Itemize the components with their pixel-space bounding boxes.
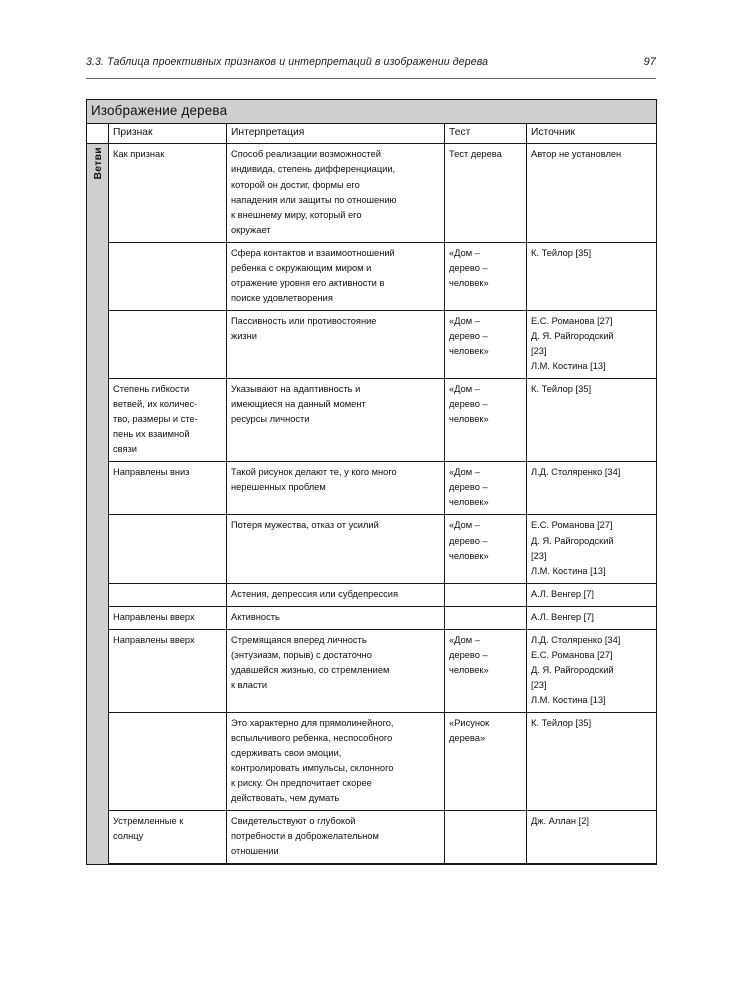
cell-sign: Направлены вверх xyxy=(109,606,227,629)
cell-test: Тест дерева xyxy=(445,144,527,242)
table-row xyxy=(87,712,657,810)
cell-sign xyxy=(109,310,227,378)
text-line: дерево – xyxy=(449,649,488,660)
cell-sign: Направлены вверх xyxy=(109,629,227,712)
text-line: Е.С. Романова [27] xyxy=(531,520,613,531)
cell-interpretation xyxy=(227,144,445,242)
text-line: солнцу xyxy=(113,831,144,842)
cell-interpretation xyxy=(227,712,445,810)
text-line: нерешенных проблем xyxy=(231,482,326,493)
text-line: человек» xyxy=(449,277,489,288)
text-line: отражение уровня его активности в xyxy=(231,277,385,288)
text-line: нападения или защиты по отношению xyxy=(231,194,397,205)
table-title-row xyxy=(87,100,657,124)
text-line: дерево – xyxy=(449,535,488,546)
cell-source: К. Тейлор [35] xyxy=(527,379,657,462)
text-line: ветвей, их количес- xyxy=(113,399,198,410)
text-line: Указывают на адаптивность и xyxy=(231,384,361,395)
column-header-group xyxy=(87,124,109,144)
text-line: которой он достиг, формы его xyxy=(231,179,360,190)
cell-interpretation: Астения, депрессия или субдепрессия xyxy=(227,583,445,606)
text-line: дерево – xyxy=(449,262,488,273)
cell-interpretation xyxy=(227,462,445,515)
text-line: Л.М. Костина [13] xyxy=(531,694,606,705)
text-line: Л.Д. Столяренко [34] xyxy=(531,634,621,645)
text-line: дерево – xyxy=(449,330,488,341)
text-line: сдерживать свои эмоции, xyxy=(231,748,342,759)
table-container xyxy=(86,99,656,865)
table-row xyxy=(87,462,657,515)
text-line: [23] xyxy=(531,679,547,690)
cell-test xyxy=(445,462,527,515)
text-line: к внешнему миру, который его xyxy=(231,209,362,220)
cell-sign xyxy=(109,811,227,865)
table-row xyxy=(87,629,657,712)
cell-test xyxy=(445,629,527,712)
cell-test xyxy=(445,606,527,629)
cell-sign xyxy=(109,515,227,583)
text-line: Е.С. Романова [27] xyxy=(531,649,613,660)
text-line: ребенка с окружающим миром и xyxy=(231,262,372,273)
cell-test xyxy=(445,583,527,606)
text-line: дерево – xyxy=(449,399,488,410)
text-line: «Дом – xyxy=(449,247,480,258)
text-line: Сфера контактов и взаимоотношений xyxy=(231,247,395,258)
text-line: Е.С. Романова [27] xyxy=(531,315,613,326)
cell-source xyxy=(527,310,657,378)
group-label-cell xyxy=(87,144,109,864)
table-row xyxy=(87,583,657,606)
table-header-row xyxy=(87,124,657,144)
text-line: отношении xyxy=(231,846,279,857)
text-line: удавшейся жизнью, со стремлением xyxy=(231,664,390,675)
cell-sign: Как признак xyxy=(109,144,227,242)
text-line: человек» xyxy=(449,664,489,675)
running-head-title: 3.3. Таблица проективных признаков и интерпретаций в изображении дерева xyxy=(86,56,489,68)
text-line: Д. Я. Райгородский xyxy=(531,535,614,546)
text-line: Д. Я. Райгородский xyxy=(531,664,614,675)
text-line: контролировать импульсы, склонного xyxy=(231,763,394,774)
text-line: дерева» xyxy=(449,733,486,744)
text-line: «Рисунок xyxy=(449,717,490,728)
text-line: ресурсы личности xyxy=(231,414,310,425)
text-line: Д. Я. Райгородский xyxy=(531,330,614,341)
cell-sign: Направлены вниз xyxy=(109,462,227,515)
cell-sign xyxy=(109,712,227,810)
text-line: Степень гибкости xyxy=(113,384,190,395)
text-line: «Дом – xyxy=(449,634,480,645)
column-header-source: Источник xyxy=(527,124,657,144)
cell-interpretation xyxy=(227,242,445,310)
text-line: индивида, степень дифференциации, xyxy=(231,164,396,175)
column-header-test: Тест xyxy=(445,124,527,144)
text-line: «Дом – xyxy=(449,384,480,395)
table-title: Изображение дерева xyxy=(87,100,657,124)
table-row xyxy=(87,144,657,242)
table-row xyxy=(87,310,657,378)
cell-source: А.Л. Венгер [7] xyxy=(527,606,657,629)
column-header-sign: Признак xyxy=(109,124,227,144)
text-line: человек» xyxy=(449,497,489,508)
cell-interpretation xyxy=(227,310,445,378)
page-number: 97 xyxy=(643,56,656,68)
running-head xyxy=(86,56,656,68)
cell-test xyxy=(445,379,527,462)
text-line: Стремящаяся вперед личность xyxy=(231,634,367,645)
table-row xyxy=(87,606,657,629)
text-line: человек» xyxy=(449,345,489,356)
text-line: действовать, чем думать xyxy=(231,793,340,804)
text-line: Такой рисунок делают те, у кого много xyxy=(231,467,397,478)
cell-interpretation xyxy=(227,379,445,462)
text-line: Потеря мужества, отказ от усилий xyxy=(231,520,379,531)
text-line: окружает xyxy=(231,224,271,235)
cell-test xyxy=(445,310,527,378)
text-line: к риску. Он предпочитает скорее xyxy=(231,778,372,789)
cell-interpretation xyxy=(227,811,445,865)
cell-sign xyxy=(109,583,227,606)
text-line: «Дом – xyxy=(449,520,480,531)
text-line: Пассивность или противостояние xyxy=(231,315,377,326)
text-line: человек» xyxy=(449,550,489,561)
text-line: (энтузиазм, порыв) с достаточно xyxy=(231,649,372,660)
text-line: тво, размеры и сте- xyxy=(113,414,198,425)
text-line: Это характерно для прямолинейного, xyxy=(231,717,394,728)
text-line: человек» xyxy=(449,414,489,425)
cell-sign xyxy=(109,379,227,462)
cell-test xyxy=(445,242,527,310)
text-line: [23] xyxy=(531,550,547,561)
cell-test xyxy=(445,712,527,810)
text-line: к власти xyxy=(231,679,268,690)
cell-source xyxy=(527,515,657,583)
table-row xyxy=(87,811,657,865)
projective-signs-table xyxy=(86,99,657,865)
text-line: пень их взаимной xyxy=(113,429,190,440)
text-line: [23] xyxy=(531,345,547,356)
text-line: дерево – xyxy=(449,482,488,493)
text-line: имеющиеся на данный момент xyxy=(231,399,366,410)
column-header-interpretation: Интерпретация xyxy=(227,124,445,144)
cell-source: Л.Д. Столяренко [34] xyxy=(527,462,657,515)
text-line: «Дом – xyxy=(449,315,480,326)
cell-interpretation xyxy=(227,629,445,712)
text-line: связи xyxy=(113,444,137,455)
text-line: потребности в доброжелательном xyxy=(231,831,379,842)
cell-interpretation: Активность xyxy=(227,606,445,629)
cell-source: К. Тейлор [35] xyxy=(527,712,657,810)
header-rule xyxy=(86,78,656,79)
table-row xyxy=(87,379,657,462)
cell-test xyxy=(445,811,527,865)
text-line: поиске удовлетворения xyxy=(231,292,333,303)
text-line: «Дом – xyxy=(449,467,480,478)
cell-test xyxy=(445,515,527,583)
text-line: Свидетельствуют о глубокой xyxy=(231,816,356,827)
cell-sign xyxy=(109,242,227,310)
text-line: жизни xyxy=(231,330,258,341)
text-line: вспыльчивого ребенка, неспособного xyxy=(231,733,393,744)
table-row xyxy=(87,242,657,310)
cell-source xyxy=(527,629,657,712)
cell-source: А.Л. Венгер [7] xyxy=(527,583,657,606)
cell-source: Дж. Аллан [2] xyxy=(527,811,657,865)
text-line: Устремленные к xyxy=(113,816,184,827)
cell-source: К. Тейлор [35] xyxy=(527,242,657,310)
cell-interpretation xyxy=(227,515,445,583)
cell-source: Автор не установлен xyxy=(527,144,657,242)
table-row xyxy=(87,515,657,583)
text-line: Способ реализации возможностей xyxy=(231,149,381,160)
text-line: Л.М. Костина [13] xyxy=(531,565,606,576)
group-label-branches: Ветви xyxy=(93,147,104,180)
text-line: Л.М. Костина [13] xyxy=(531,361,606,372)
